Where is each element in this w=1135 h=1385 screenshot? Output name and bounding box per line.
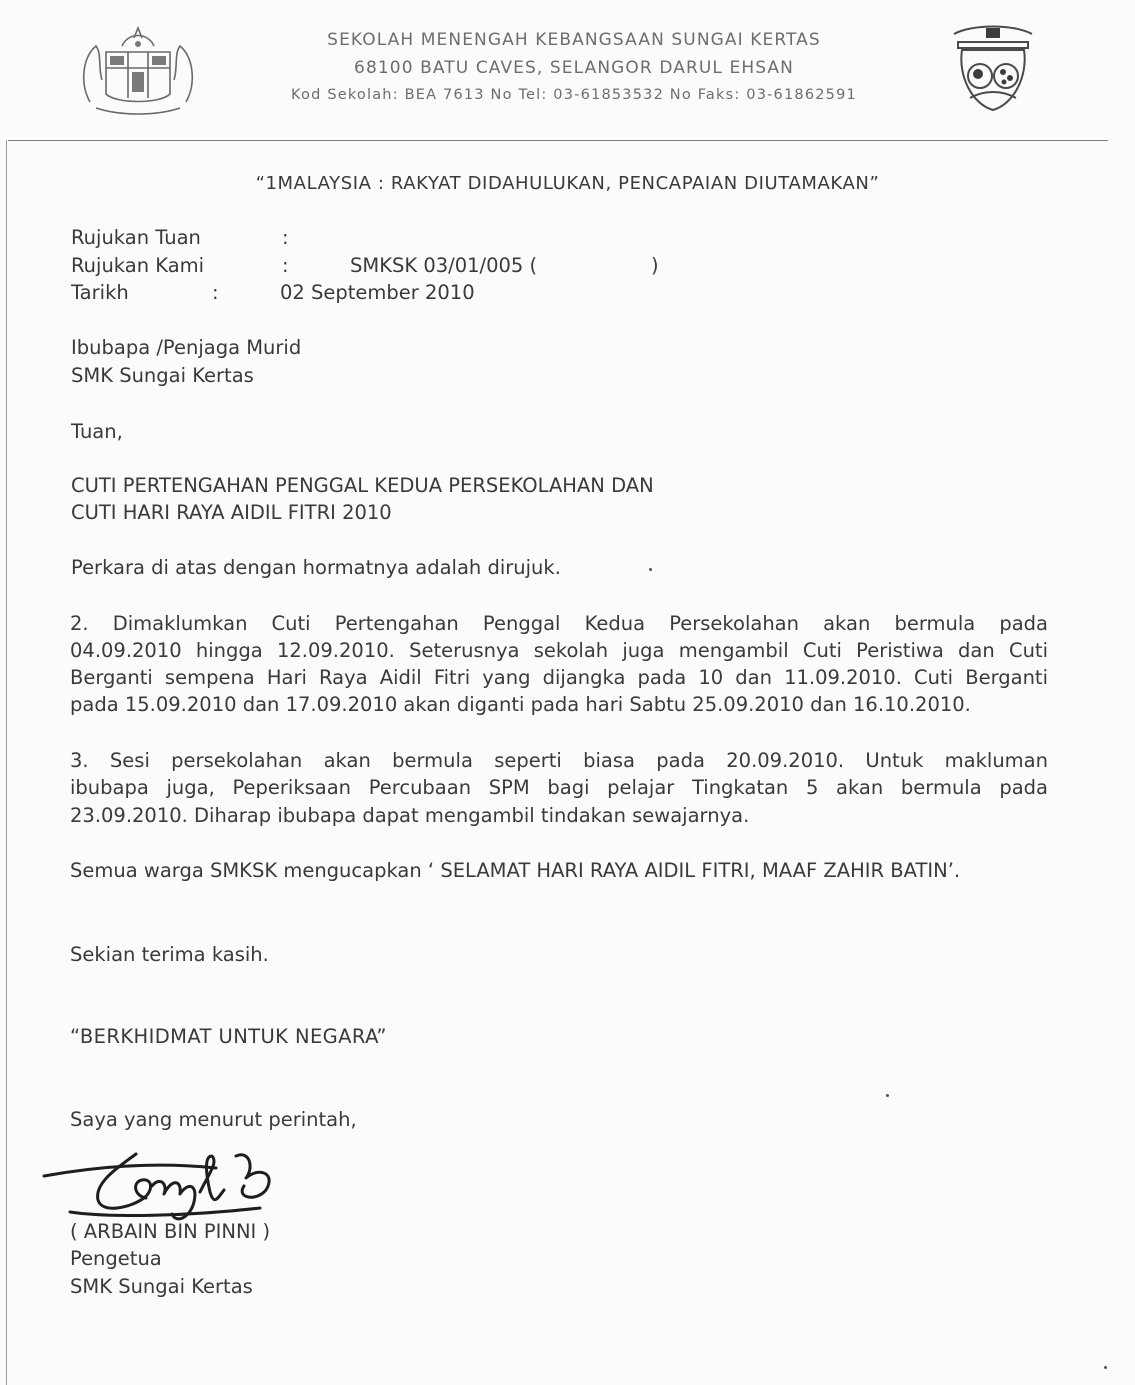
ref-tuan-label: Rujukan Tuan xyxy=(71,226,201,249)
recipient-line-2: SMK Sungai Kertas xyxy=(71,364,254,387)
signatory-school: SMK Sungai Kertas xyxy=(70,1275,253,1298)
subject-line-1: CUTI PERTENGAHAN PENGGAL KEDUA PERSEKOLAHAN DAN xyxy=(71,474,654,497)
signoff-phrase: Saya yang menurut perintah, xyxy=(70,1108,357,1131)
school-name: SEKOLAH MENENGAH KEBANGSAAN SUNGAI KERTAS xyxy=(327,30,821,50)
scan-speck xyxy=(649,568,652,571)
salutation: Tuan, xyxy=(71,420,123,443)
para3-line-3: 23.09.2010. Diharap ibubapa dapat mengambil tindakan sewajarnya. xyxy=(70,804,750,827)
ref-tuan-colon: : xyxy=(282,226,289,249)
school-logo-icon xyxy=(948,20,1038,114)
intro-paragraph: Perkara di atas dengan hormatnya adalah dirujuk. xyxy=(71,556,561,579)
ref-date-colon: : xyxy=(212,281,219,304)
recipient-line-1: Ibubapa /Penjaga Murid xyxy=(71,336,302,359)
para2-line-2: 04.09.2010 hingga 12.09.2010. Seterusnya sekolah juga mengambil Cuti Peristiwa dan Cuti xyxy=(70,639,1048,662)
scan-left-edge xyxy=(6,140,7,1385)
subject-line-2: CUTI HARI RAYA AIDIL FITRI 2010 xyxy=(71,501,392,524)
festive-greeting: Semua warga SMKSK mengucapkan ‘ SELAMAT HARI RAYA AIDIL FITRI, MAAF ZAHIR BATIN’. xyxy=(70,859,961,882)
ref-kami-label: Rujukan Kami xyxy=(71,254,205,277)
school-contact: Kod Sekolah: BEA 7613 No Tel: 03-61853532 No Faks: 03-61862591 xyxy=(291,87,857,103)
scan-speck xyxy=(1104,1366,1107,1369)
coat-of-arms-icon xyxy=(76,24,200,120)
para2-line-3: Berganti sempena Hari Raya Aidil Fitri yang dijangka pada 10 dan 11.09.2010. Cuti Berganti xyxy=(70,666,1048,689)
ref-date-value: 02 September 2010 xyxy=(280,281,475,304)
handwritten-signature xyxy=(40,1142,290,1226)
scan-speck xyxy=(886,1094,889,1097)
letterhead xyxy=(200,32,948,103)
letterhead-divider xyxy=(8,140,1108,141)
ref-kami-value: SMKSK 03/01/005 ( xyxy=(350,254,538,277)
school-address: 68100 BATU CAVES, SELANGOR DARUL EHSAN xyxy=(354,58,794,78)
ref-kami-colon: : xyxy=(282,254,289,277)
slogan: “BERKHIDMAT UNTUK NEGARA” xyxy=(70,1025,387,1048)
para3-line-2: ibubapa juga, Peperiksaan Percubaan SPM bagi pelajar Tingkatan 5 akan bermula pada xyxy=(70,776,1048,799)
signatory-position: Pengetua xyxy=(70,1247,162,1270)
para2-line-1: 2. Dimaklumkan Cuti Pertengahan Penggal Kedua Persekolahan akan bermula pada xyxy=(70,612,1048,635)
motto: “1MALAYSIA : RAKYAT DIDAHULUKAN, PENCAPAIAN DIUTAMAKAN” xyxy=(255,173,880,194)
ref-kami-close: ) xyxy=(651,254,659,277)
para3-line-1: 3. Sesi persekolahan akan bermula seperti biasa pada 20.09.2010. Untuk makluman xyxy=(70,749,1048,772)
signatory-name: ( ARBAIN BIN PINNI ) xyxy=(70,1220,271,1243)
ref-date-label: Tarikh xyxy=(71,281,129,304)
closing-line: Sekian terima kasih. xyxy=(70,943,269,966)
para2-line-4: pada 15.09.2010 dan 17.09.2010 akan diganti pada hari Sabtu 25.09.2010 dan 16.10.2010. xyxy=(70,693,971,716)
